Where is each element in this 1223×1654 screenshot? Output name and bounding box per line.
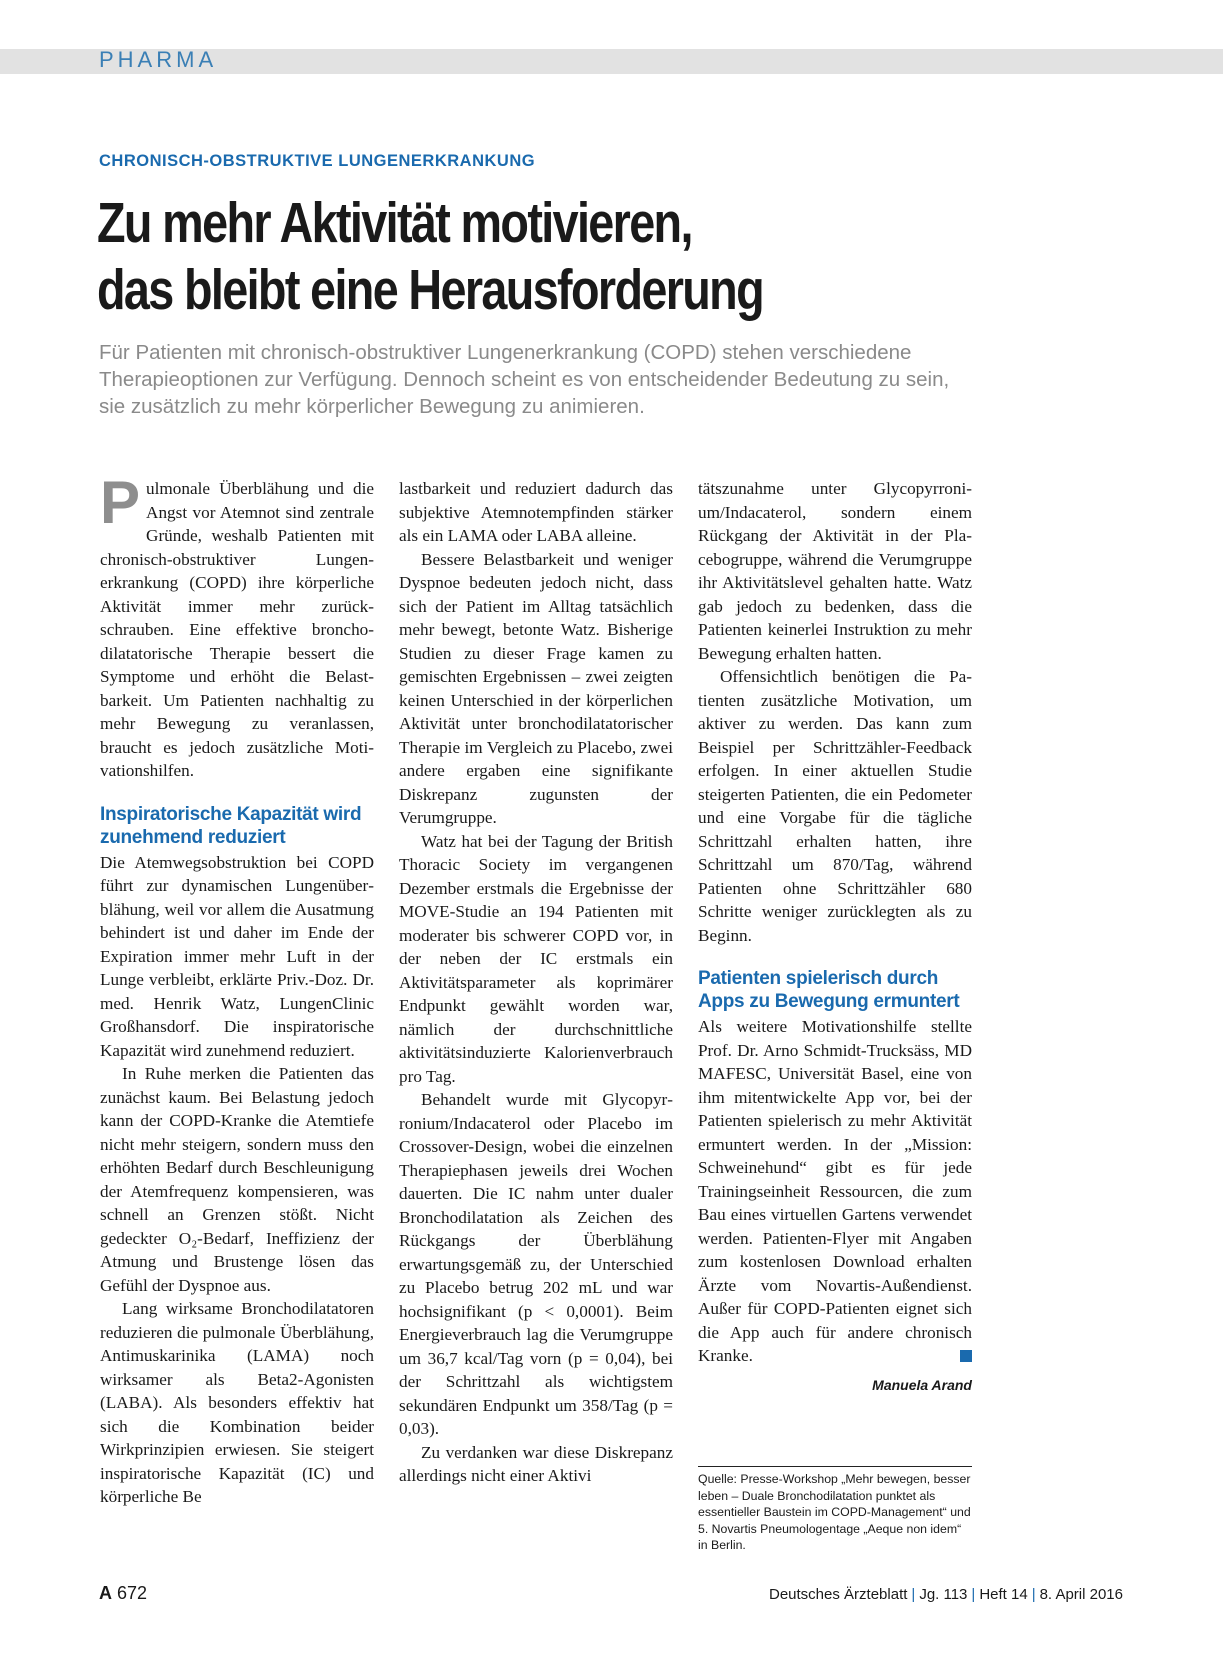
- paragraph: lastbarkeit und reduziert dadurch das subjektive Atemnotempfinden stärker als ein LAMA oder LABA alleine.: [399, 479, 673, 545]
- journal-volume: Jg. 113: [919, 1586, 968, 1603]
- paragraph: tätszunahme unter Glycopyrronium/Indacaterol, sondern einem Rückgang der Aktivität in der Placebogruppe, während die Verumgruppe ihr Aktivitätslevel gehalten hatte. Watz gab jedoch zu bedenken, dass die Patienten keinerlei Instruktion zu mehr Bewegung erhalten hatten.: [698, 479, 972, 663]
- journal-name: Deutsches Ärzteblatt: [769, 1586, 908, 1603]
- headline-line-2: das bleibt eine Herausforderung: [97, 258, 763, 322]
- journal-date: 8. April 2016: [1039, 1586, 1123, 1603]
- headline-line-1: Zu mehr Aktivität motivieren,: [97, 191, 692, 255]
- article-lead: Für Patienten mit chronisch-obstruktiver Lungenerkrankung (COPD) stehen verschiedene Therapieoptionen zur Verfügung. Dennoch scheint es von entscheidender Bedeutung zu sein, sie zusätzlich zu mehr körperlicher Bewegung zu animieren.: [99, 341, 950, 418]
- paragraph: Behandelt wurde mit Glycopyrronium/Indacaterol oder Placebo im Crossover-Design, wobei die einzelnen Therapiephasen jeweils drei Wochen dauerten. Die IC nahm unter dualer Bronchodilatation als Zeichen des Rückgangs der Überblähung erwartungsgemäß zu, der Unterschied zu Placebo betrug 202 mL und war hochsignifikant (p < 0,0001). Beim Energieverbrauch lag die Verumgruppe um 36,7 kcal/Tag vorn (p = 0,04), bei der Schrittzahl als wichtigstem sekundären Endpunkt um 358/Tag (p = 0,03).: [399, 1090, 673, 1438]
- paragraph: Zu verdanken war diese Diskrepanz allerdings nicht einer Aktivi: [399, 1442, 673, 1485]
- section-label: PHARMA: [99, 47, 218, 72]
- paragraph: In Ruhe merken die Patienten das zunächst kaum. Bei Belastung jedoch kann der COPD-Kranke die Atemtiefe nicht mehr steigern, sondern muss den erhöhten Bedarf durch Beschleunigung der Atemfrequenz kompensieren, was schnell an Grenzen stößt. Nicht gedeckter O₂-Bedarf, Ineffizienz der Atmung und Brustenge lösen das Gefühl der Dyspnoe aus.: [100, 1064, 374, 1295]
- column-3: [698, 477, 972, 1397]
- separator: |: [1031, 1586, 1036, 1603]
- author-byline: Manuela Arand: [872, 1376, 972, 1393]
- article-kicker: CHRONISCH-OBSTRUKTIVE LUNGENERKRANKUNG: [99, 152, 536, 170]
- folio-prefix: A: [99, 1583, 112, 1603]
- page-number: [99, 1583, 147, 1604]
- subheading-1: Inspiratorische Kapazität wird zunehmend reduziert: [100, 803, 362, 848]
- paragraph: Bessere Belastbarkeit und weniger Dyspnoe bedeuten jedoch nicht, dass sich der Patient im Alltag tatsächlich mehr bewegt, betonte Watz. Bisherige Studien zu dieser Frage kamen zu gemischten Ergebnissen – zwei zeigten keinen Unterschied in der körperlichen Aktivität unter bronchodilatatorischer Therapie im Vergleich zu Placebo, zwei andere ergaben eine signifikante Diskrepanz zugunsten der Verumgruppe.: [399, 549, 673, 827]
- paragraph: [698, 1015, 972, 1368]
- separator: |: [971, 1586, 976, 1603]
- end-mark-icon: [960, 1350, 972, 1362]
- paragraph: Lang wirksame Bronchodilatatoren reduzieren die pulmonale Überblähung, Antimuskarinika (LAMA) noch wirksamer als Beta2-Agonisten (LABA). Als besonders effektiv hat sich die Kombination beider Wirkprinzipien erwiesen. Sie steigert inspiratorische Kapazität (IC) und körperliche Be: [100, 1299, 374, 1506]
- paragraph-text: Als weitere Motivationshilfe stellte Prof. Dr. Arno Schmidt-Trucksäss, MD MAFESC, Universität Basel, eine von ihm mitentwickelte App vor, bei der Patienten spielerisch zu mehr Aktivität ermuntert werden. In der „Mission: Schweinehund“ gibt es für jede Trainingseinheit Ressourcen, die zum Bau eines virtuellen Gartens verwendet werden. Patienten-Flyer mit Angaben zum kostenlosen Download erhalten Ärzte vom Novartis-Außendienst. Außer für COPD-Patienten eignet sich die App auch für andere chronisch Kranke.: [698, 1017, 972, 1365]
- subheading-2: Patienten spielerisch durch Apps zu Bewegung ermuntert: [698, 968, 960, 1012]
- paragraph-text: ulmonale Überblähung und die Angst vor Atemnot sind zentrale Gründe, weshalb Patienten mit chronisch-obstruktiver Lungenerkrankung (COPD) ihre körperliche Aktivität immer mehr zurückschrauben. Eine effektive bronchodilatatorische Therapie bessert die Symptome und erhöht die Belastbarkeit. Um Patienten nachhaltig zu mehr Bewegung zu veranlassen, braucht es jedoch zusätzliche Motivationshilfen.: [100, 479, 374, 780]
- drop-cap: P: [100, 469, 141, 536]
- folio-page: 672: [117, 1583, 148, 1603]
- paragraph: Watz hat bei der Tagung der British Thoracic Society im vergangenen Dezember erstmals die Ergebnisse der MOVE-Studie an 194 Patienten mit moderater bis schwerer COPD vor, in der neben der IC erstmals ein Aktivitätsparameter als koprimärer Endpunkt gewählt worden war, nämlich der durchschnittliche aktivitätsinduzierte Kalorienverbrauch pro Tag.: [399, 831, 673, 1086]
- paragraph: [100, 469, 374, 783]
- article-headline: [97, 190, 950, 324]
- source-note: Quelle: Presse-Workshop „Mehr bewegen, besser leben – Duale Bronchodilatation punktet als essentieller Baustein im COPD-Management“ und 5. Novartis Pneumologentage „Aeque non idem“ in Berlin.: [698, 1466, 972, 1554]
- paragraph: Offensichtlich benötigen die Patienten zusätzliche Motivation, um aktiver zu werden. Das kann zum Beispiel per Schrittzähler-Feedback erfolgen. In einer aktuellen Studie steigerten Patienten, die ein Pedometer und eine Vorgabe für die tägliche Schrittzahl erhalten hatten, ihre Schrittzahl um 870/Tag, während Patienten ohne Schrittzähler 680 Schritte weniger zurücklegten als zu Beginn.: [698, 667, 972, 945]
- journal-footer: [769, 1586, 1123, 1603]
- separator: |: [911, 1586, 916, 1603]
- journal-issue: Heft 14: [979, 1586, 1028, 1603]
- column-1: [100, 469, 374, 1509]
- paragraph: Die Atemwegsobstruktion bei COPD führt zur dynamischen Lungenüberblähung, weil vor allem die Ausatmung behindert ist und daher im Ende der Expiration immer mehr Luft in der Lunge verbleibt, erklärte Priv.-Doz. Dr. med. Henrik Watz, LungenClinic Großhansdorf. Die inspiratorische Kapazität wird zunehmend reduziert.: [100, 852, 374, 1060]
- column-2: [399, 477, 673, 1488]
